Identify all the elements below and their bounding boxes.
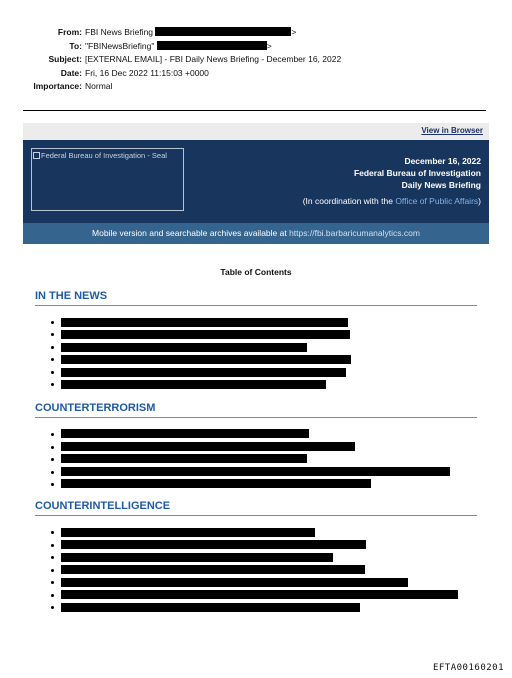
bullet <box>51 346 54 349</box>
to-suffix: > <box>266 40 272 51</box>
section-title[interactable]: COUNTERINTELLIGENCE <box>35 500 171 512</box>
fbi-seal-image <box>31 148 184 211</box>
broken-image-icon <box>33 152 40 159</box>
mobile-version-bar <box>23 223 489 244</box>
bullet <box>51 471 54 474</box>
subject-value: [EXTERNAL EMAIL] - FBI Daily News Briefing - December 16, 2022 <box>85 54 342 64</box>
redacted-item <box>61 343 307 352</box>
bullet <box>51 606 54 609</box>
redacted-item <box>61 528 315 537</box>
redacted-item <box>61 590 458 599</box>
redacted-item <box>61 380 326 389</box>
toc-title: Table of Contents <box>220 267 292 277</box>
bullet <box>51 581 54 584</box>
section-title[interactable]: IN THE NEWS <box>35 290 108 302</box>
importance-value: Normal <box>85 81 113 91</box>
bullet <box>51 333 54 336</box>
from-suffix: > <box>291 27 297 37</box>
redacted-item <box>61 553 333 562</box>
bullet <box>51 358 54 361</box>
to-name: "FBINewsBriefing" <box>85 40 155 51</box>
document-id: EFTA00160201 <box>432 663 504 673</box>
date-label: Date: <box>60 67 82 78</box>
redacted-item <box>61 429 309 438</box>
to-row <box>0 41 512 55</box>
bullet <box>51 383 54 386</box>
from-label: From: <box>57 27 82 37</box>
bullet <box>51 371 54 374</box>
redacted-item <box>61 368 346 377</box>
public-affairs-link[interactable]: Office of Public Affairs <box>395 196 479 206</box>
bullet <box>51 433 54 436</box>
date-value: Fri, 16 Dec 2022 11:15:03 +0000 <box>85 67 209 78</box>
newsletter-banner <box>23 140 489 223</box>
redacted-item <box>61 479 371 488</box>
redaction-bar <box>155 27 291 36</box>
section-divider <box>35 515 477 516</box>
importance-row <box>0 81 512 95</box>
view-in-browser-link[interactable]: View in Browser <box>421 126 483 135</box>
section-counterintelligence <box>35 500 477 516</box>
from-name: FBI News Briefing <box>85 27 154 37</box>
redacted-item <box>61 603 360 612</box>
organization-name: Federal Bureau of Investigation <box>353 168 481 178</box>
redacted-item <box>61 454 307 463</box>
to-value <box>85 41 272 51</box>
coordination-note <box>303 196 481 206</box>
section-counterterrorism <box>35 402 477 418</box>
redacted-item <box>61 442 355 451</box>
coord-prefix: (In coordination with the <box>302 196 396 206</box>
header-divider <box>23 110 486 111</box>
bullet <box>51 594 54 597</box>
bullet <box>51 458 54 461</box>
redacted-item <box>61 540 366 549</box>
section-divider <box>35 305 477 306</box>
to-label: To: <box>69 40 82 51</box>
seal-alt-label: Federal Bureau of Investigation - Seal <box>41 151 167 160</box>
bullet <box>51 321 54 324</box>
browser-link-bar <box>23 123 489 140</box>
redaction-bar <box>157 41 267 50</box>
bullet <box>51 531 54 534</box>
importance-label: Importance: <box>33 81 82 91</box>
archive-link[interactable]: https://fbi.barbaricumanalytics.com <box>289 228 420 238</box>
bullet <box>51 556 54 559</box>
from-value <box>85 27 296 37</box>
briefing-date: December 16, 2022 <box>404 156 481 166</box>
section-title[interactable]: COUNTERTERRORISM <box>35 402 156 414</box>
bullet <box>51 483 54 486</box>
redacted-item <box>61 565 365 574</box>
briefing-title: Daily News Briefing <box>401 180 481 190</box>
redacted-item <box>61 467 450 476</box>
coord-suffix: ) <box>478 196 481 206</box>
bullet <box>51 544 54 547</box>
bullet <box>51 446 54 449</box>
date-row <box>0 68 512 82</box>
section-divider <box>35 417 477 418</box>
seal-alt-text <box>33 151 173 161</box>
redacted-item <box>61 330 350 339</box>
mobile-prefix: Mobile version and searchable archives available at <box>92 228 290 238</box>
redacted-item <box>61 578 408 587</box>
bullet <box>51 569 54 572</box>
from-row <box>0 27 512 41</box>
subject-label: Subject: <box>48 54 82 64</box>
section-in-the-news <box>35 290 477 306</box>
email-header <box>0 27 512 95</box>
subject-row <box>0 54 512 68</box>
redacted-item <box>61 355 351 364</box>
redacted-item <box>61 318 348 327</box>
